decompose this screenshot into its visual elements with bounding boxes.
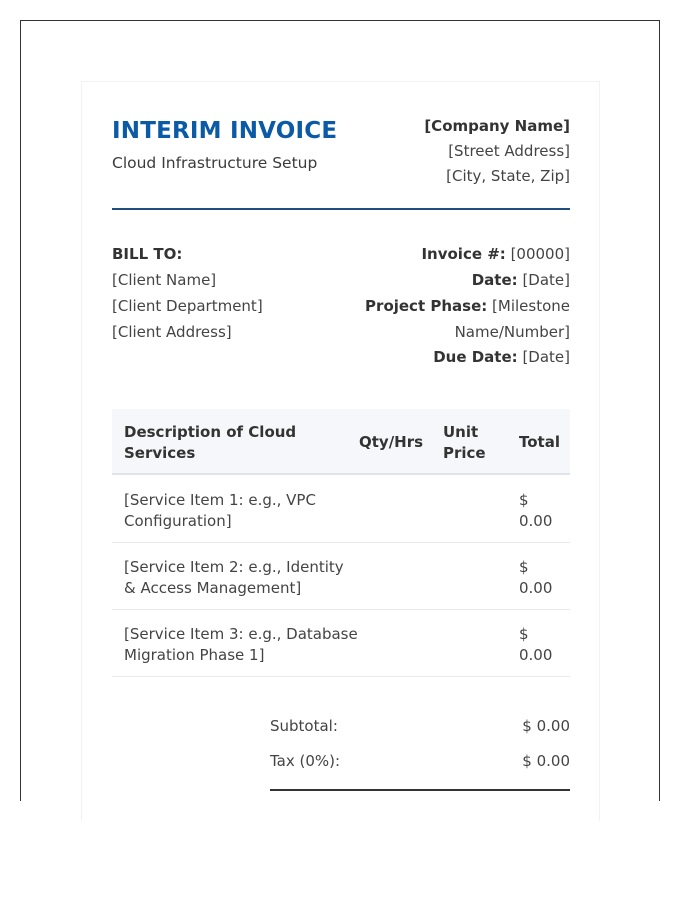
company-city: [City, State, Zip] xyxy=(446,167,570,185)
col-unit-price-line1: Unit xyxy=(443,423,479,441)
col-qty-header: Qty/Hrs xyxy=(359,433,424,451)
bill-to-heading: BILL TO: xyxy=(112,245,183,263)
invoice-number-value: [00000] xyxy=(510,245,570,263)
row-total-currency: $ xyxy=(519,558,529,576)
project-phase-value-line1: [Milestone xyxy=(492,297,570,315)
col-unit-price-line2: Price xyxy=(443,444,486,462)
invoice-title: INTERIM INVOICE xyxy=(112,118,338,144)
row-total-currency: $ xyxy=(519,491,529,509)
col-description-line1: Description of Cloud xyxy=(124,423,297,441)
tax-label: Tax (0%): xyxy=(270,752,341,770)
subtotal-label: Subtotal: xyxy=(270,717,338,735)
invoice-number xyxy=(421,245,570,263)
row-total xyxy=(519,624,552,666)
col-unit-price-header xyxy=(443,422,486,464)
due-date-value: [Date] xyxy=(522,348,570,366)
company-name: [Company Name] xyxy=(424,117,570,135)
invoice-number-label: Invoice #: xyxy=(421,245,506,263)
col-total-header: Total xyxy=(519,433,560,451)
col-description-header xyxy=(124,422,296,464)
summary-divider xyxy=(270,789,570,791)
subtotal-value: $ 0.00 xyxy=(522,717,570,735)
project-phase-value-line2: Name/Number] xyxy=(454,323,570,341)
client-name: [Client Name] xyxy=(112,271,217,289)
invoice-subtitle: Cloud Infrastructure Setup xyxy=(112,154,318,172)
row-total-currency: $ xyxy=(519,625,529,643)
table-row xyxy=(112,476,570,543)
table-row xyxy=(112,610,570,677)
company-street: [Street Address] xyxy=(448,142,570,160)
invoice-date-label: Date: xyxy=(471,271,518,289)
row-total xyxy=(519,490,552,532)
row-total-amount: 0.00 xyxy=(519,512,553,530)
row-description-line2: Migration Phase 1] xyxy=(124,646,265,664)
row-description-line1: [Service Item 3: e.g., Database xyxy=(124,625,358,643)
row-description xyxy=(124,490,316,532)
row-description xyxy=(124,624,358,666)
project-phase xyxy=(365,297,570,315)
client-address: [Client Address] xyxy=(112,323,232,341)
invoice-date xyxy=(472,271,570,289)
row-total-amount: 0.00 xyxy=(519,646,553,664)
row-description-line1: [Service Item 1: e.g., VPC xyxy=(124,491,316,509)
due-date-label: Due Date: xyxy=(433,348,518,366)
client-department: [Client Department] xyxy=(112,297,263,315)
tax-value: $ 0.00 xyxy=(522,752,570,770)
row-description-line1: [Service Item 2: e.g., Identity xyxy=(124,558,344,576)
invoice-date-value: [Date] xyxy=(522,271,570,289)
project-phase-label: Project Phase: xyxy=(365,297,488,315)
row-description-line2: Configuration] xyxy=(124,512,232,530)
due-date xyxy=(433,348,570,366)
header-divider xyxy=(112,208,570,210)
services-table-header xyxy=(112,409,570,475)
row-total-amount: 0.00 xyxy=(519,579,553,597)
row-description-line2: & Access Management] xyxy=(124,579,302,597)
row-total xyxy=(519,557,552,599)
row-description xyxy=(124,557,344,599)
table-row xyxy=(112,543,570,610)
col-description-line2: Services xyxy=(124,444,196,462)
